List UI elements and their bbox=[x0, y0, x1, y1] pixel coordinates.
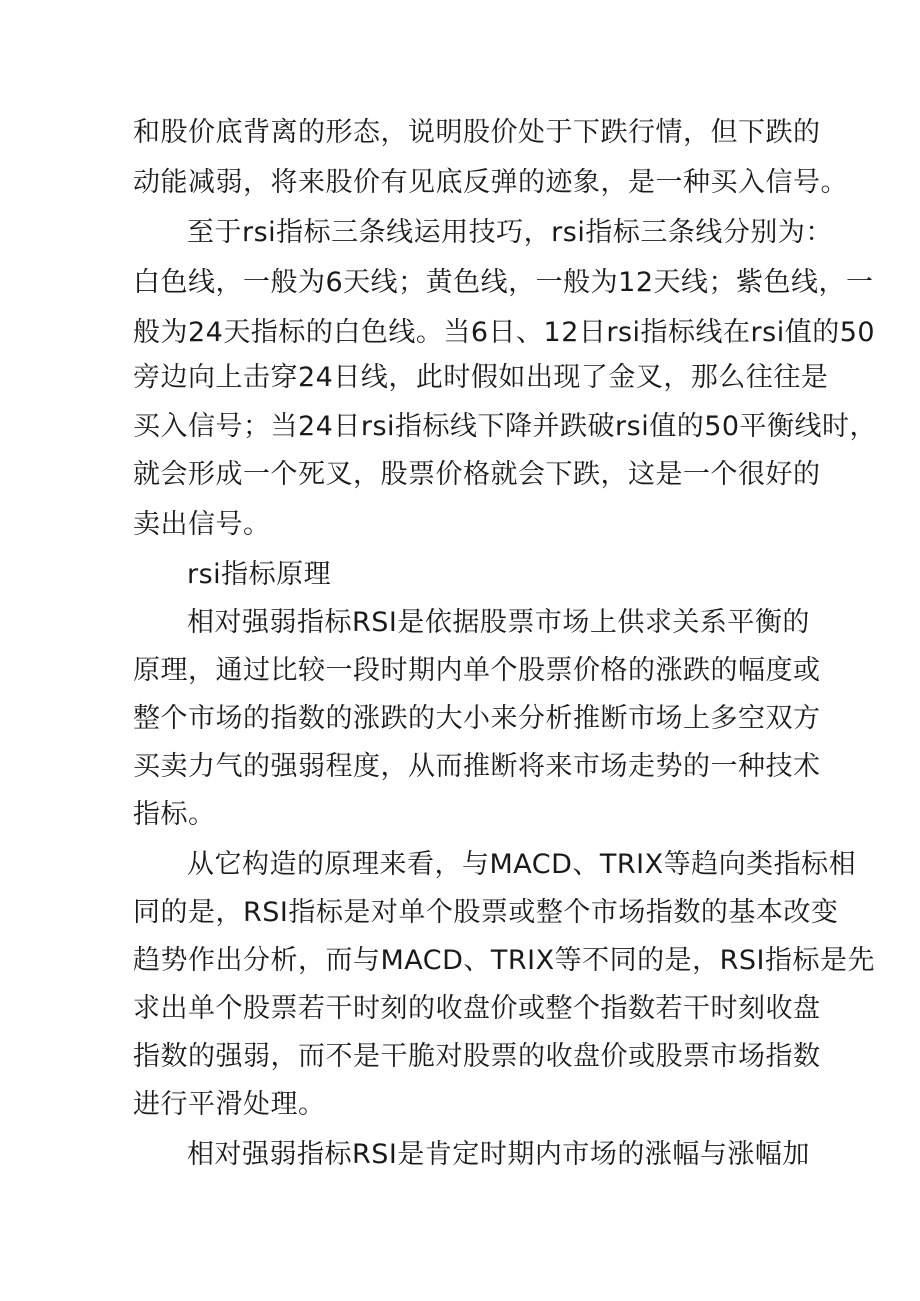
text-line: 同的是，RSI指标是对单个股票或整个市场指数的基本改变 bbox=[133, 897, 839, 928]
text-line: 买入信号；当24日rsi指标线下降并跌破rsi值的50平衡线时， bbox=[133, 411, 878, 442]
text-line: 和股价底背离的形态，说明股价处于下跌行情，但下跌的 bbox=[133, 117, 821, 148]
text-line: 动能减弱，将来股价有见底反弹的迹象，是一种买入信号。 bbox=[133, 167, 848, 198]
text-line: 相对强弱指标RSI是肯定时期内市场的涨幅与涨幅加 bbox=[187, 1139, 810, 1170]
text-line: 买卖力气的强弱程度，从而推断将来市场走势的一种技术 bbox=[133, 751, 821, 782]
text-line: 白色线，一般为6天线；黄色线，一般为12天线；紫色线，一 bbox=[133, 267, 874, 298]
text-line: 就会形成一个死叉，股票价格就会下跌，这是一个很好的 bbox=[133, 459, 821, 490]
text-line: 趋势作出分析，而与MACD、TRIX等不同的是，RSI指标是先 bbox=[133, 945, 876, 976]
text-line: 般为24天指标的白色线。当6日、12日rsi指标线在rsi值的50 bbox=[133, 317, 876, 348]
text-line: 原理，通过比较一段时期内单个股票价格的涨跌的幅度或 bbox=[133, 655, 821, 686]
text-line: 指数的强弱，而不是干脆对股票的收盘价或股票市场指数 bbox=[133, 1041, 821, 1072]
text-line: 旁边向上击穿24日线，此时假如出现了金叉，那么往往是 bbox=[133, 362, 829, 393]
text-line: 卖出信号。 bbox=[133, 509, 271, 540]
text-line: 至于rsi指标三条线运用技巧，rsi指标三条线分别为： bbox=[187, 217, 833, 248]
text-line: 相对强弱指标RSI是依据股票市场上供求关系平衡的 bbox=[187, 607, 810, 638]
text-line: 指标。 bbox=[133, 799, 216, 830]
section-heading: rsi指标原理 bbox=[187, 559, 332, 590]
text-line: 从它构造的原理来看，与MACD、TRIX等趋向类指标相 bbox=[187, 849, 857, 880]
text-line: 整个市场的指数的涨跌的大小来分析推断市场上多空双方 bbox=[133, 703, 821, 734]
text-line: 求出单个股票若干时刻的收盘价或整个指数若干时刻收盘 bbox=[133, 993, 821, 1024]
text-line: 进行平滑处理。 bbox=[133, 1089, 326, 1120]
